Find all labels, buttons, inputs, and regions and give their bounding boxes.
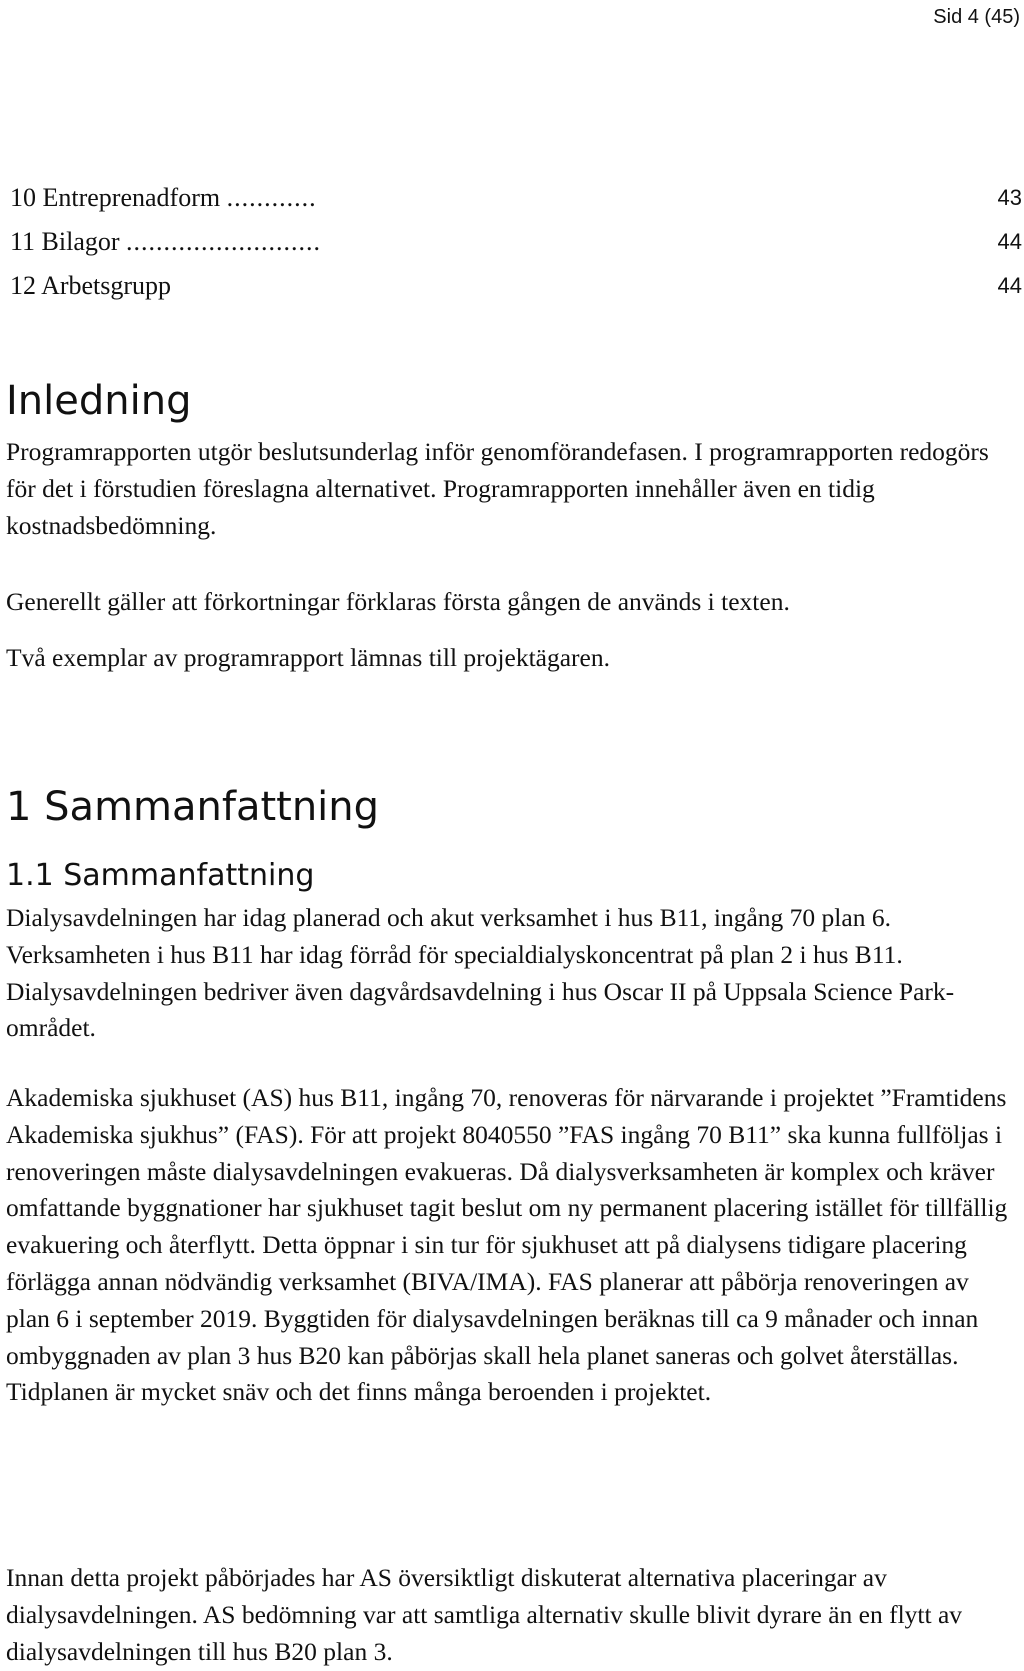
inledning-paragraph: Programrapporten utgör beslutsunderlag inför genomförandefasen. I programrapporten redogörs för det i förstudien föreslagna alternativet. Programrapporten innehåller även en tidig kostnadsbedömning. (6, 437, 989, 540)
sammanfattning-paragraph: Dialysavdelningen har idag planerad och akut verksamhet i hus B11, ingång 70 plan 6. Verksamheten i hus B11 har idag förråd för specialdialyskoncentrat på plan 2 i hus B11. Dialysavdelningen bedriver även dagvårdsavdelning i hus Oscar II på Uppsala Science Park-området. (6, 903, 955, 1043)
inledning-heading: Inledning (6, 378, 192, 424)
inledning-paragraph: Generellt gäller att förkortningar förklaras första gången de används i texten. (6, 587, 790, 616)
toc-leader: ............ (226, 183, 317, 212)
toc-label: 12 Arbetsgrupp (10, 271, 172, 300)
sammanfattning-paragraph: Akademiska sjukhuset (AS) hus B11, ingång 70, renoveras för närvarande i projektet ”Framtidens Akademiska sjukhus” (FAS). För att projekt 8040550 ”FAS ingång 70 B11” ska kunna fullföljas i renoveringen måste dialysavdelningen evakueras. Då dialysverksamheten är komplex och kräver omfattande byggnationer har sjukhuset tagit beslut om ny permanent placering istället för tillfällig evakuering och återflytt. Detta öppnar i sin tur för sjukhuset att på dialysens tidigare placering förlägga annan nödvändig verksamhet (BIVA/IMA). FAS planerar att påbörja renoveringen av plan 6 i september 2019. Byggtiden för dialysavdelningen beräknas till ca 9 månader och innan ombyggnaden av plan 3 hus B20 kan påbörjas skall hela planet saneras och golvet återställas. Tidplanen är mycket snäv och det finns många beroenden i projektet. (6, 1083, 1008, 1407)
toc-page-number: 43 (997, 185, 1022, 210)
toc-row[interactable] (10, 264, 1022, 308)
sammanfattning-subheading: 1.1 Sammanfattning (6, 858, 315, 893)
toc-label: 11 Bilagor (10, 227, 120, 256)
toc-row[interactable] (10, 176, 1022, 220)
inledning-paragraph: Två exemplar av programrapport lämnas till projektägaren. (6, 643, 610, 672)
page-number: Sid 4 (45) (933, 6, 1020, 28)
toc-page-number: 44 (997, 273, 1022, 298)
sammanfattning-heading: 1 Sammanfattning (6, 784, 380, 830)
toc-row[interactable] (10, 220, 1022, 264)
toc-leader: .......................... (126, 227, 322, 256)
sammanfattning-paragraph: Innan detta projekt påbörjades har AS översiktligt diskuterat alternativa placeringar av dialysavdelningen. AS bedömning var att samtliga alternativ skulle blivit dyrare än en flytt av dialysavdelningen till hus B20 plan 3. (6, 1563, 963, 1666)
table-of-contents (10, 176, 1022, 308)
toc-page-number: 44 (997, 229, 1022, 254)
toc-label: 10 Entreprenadform (10, 183, 221, 212)
